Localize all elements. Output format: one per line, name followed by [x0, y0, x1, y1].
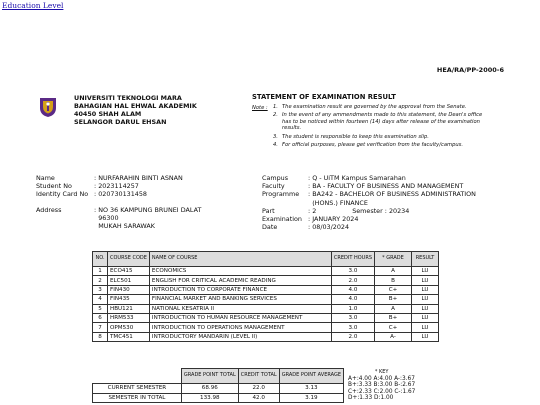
note-item: 2. In the event of any ammendments made to this statement, the Dean's office has to be noticed within fourteen (14) days after release of the examination results.	[273, 112, 483, 132]
education-level-link[interactable]: Education Level	[2, 1, 64, 10]
student-no: 2023114257	[98, 182, 139, 191]
student-info: Name : NURFARAHIN BINTI ASNAN Student No : 2023114257 Identity Card No : 020730131458 Address : NO 36 KAMPUNG BRUNEI DALAT 96300 MUKAH SARAWAK	[36, 174, 202, 231]
statement-notes	[273, 104, 487, 150]
course-table	[92, 251, 439, 342]
faculty: BA - FACULTY OF BUSINESS AND MANAGEMENT	[312, 182, 464, 191]
grade-key: * KEY A+:4.00 A:4.00 A-:3.67 B+:3.33 B:3.00 B-:2.67 C+:2.33 C:2.00 C-:1.67 D+:1.33 D:1.00	[348, 369, 416, 402]
statement-title: STATEMENT OF EXAMINATION RESULT	[252, 93, 396, 101]
course-row: 3 FIN430 INTRODUCTION TO CORPORATE FINANCE 4.0 C+ LU	[93, 285, 439, 294]
summary-table	[92, 368, 344, 403]
course-row: 6 HRM533 INTRODUCTION TO HUMAN RESOURCE MANAGEMENT 3.0 B+ LU	[93, 313, 439, 322]
course-row: 4 FIN435 FINANCIAL MARKET AND BANKING SERVICES 4.0 B+ LU	[93, 295, 439, 304]
note-label: Note :	[252, 105, 268, 111]
course-row: 2 ELC501 ENGLISH FOR CRITICAL ACADEMIC READING 2.0 B LU	[93, 276, 439, 285]
part: 2	[312, 206, 317, 215]
semester: 20234	[388, 206, 410, 215]
course-header-row: NO. COURSE CODE NAME OF COURSE CREDIT HOURS * GRADE RESULT	[93, 252, 439, 267]
note-item: 1. The examination result are governed by the approval from the Senate.	[273, 104, 467, 110]
course-row: 8 TMC451 INTRODUCTORY MANDARIN (LEVEL II) 2.0 A- LU	[93, 332, 439, 341]
summary-header-row: GRADE POINT TOTAL CREDIT TOTAL GRADE POINT AVERAGE	[93, 369, 344, 384]
course-row: 5 HBU121 NATIONAL KESATRIA II 1.0 A LU	[93, 304, 439, 313]
examination: JANUARY 2024	[312, 215, 359, 224]
exam-date: 08/03/2024	[312, 223, 350, 232]
program-info: Campus : Q - UiTM Kampus Samarahan Faculty : BA - FACULTY OF BUSINESS AND MANAGEMENT Programme : BA242 - BACHELOR OF BUSINESS ADMINISTRATION (HONS.) FINANCE Part : 2 Semester : 20234 Examination : JANUARY 2024 Date : 08/03/2024	[262, 174, 476, 232]
course-row: 1 ECO415 ECONOMICS 3.0 A LU	[93, 267, 439, 276]
student-address: NO 36 KAMPUNG BRUNEI DALAT 96300 MUKAH SARAWAK	[98, 205, 202, 231]
note-item: 3. The student is responsible to keep this examination slip.	[273, 133, 429, 140]
student-name: NURFARAHIN BINTI ASNAN	[98, 174, 183, 182]
identity-card-no: 020730131458	[98, 190, 147, 199]
summary-row: SEMESTER IN TOTAL 133.98 42.0 3.19	[93, 393, 344, 403]
programme: BA242 - BACHELOR OF BUSINESS ADMINISTRATION (HONS.) FINANCE	[312, 190, 476, 207]
course-row: 7 OPM530 INTRODUCTION TO OPERATIONS MANAGEMENT 3.0 C+ LU	[93, 323, 439, 332]
uitm-logo	[38, 96, 58, 118]
university-address: UNIVERSITI TEKNOLOGI MARA BAHAGIAN HAL EHWAL AKADEMIK 40450 SHAH ALAM SELANGOR DARUL EHSAN	[74, 94, 197, 126]
note-item: 4. For official purposes, please get verification from the faculty/campus.	[273, 142, 464, 149]
summary-row: CURRENT SEMESTER 68.96 22.0 3.13	[93, 384, 344, 394]
campus: Q - UiTM Kampus Samarahan	[312, 174, 406, 182]
document-reference: HEA/RA/PP-2000-6	[436, 66, 504, 74]
